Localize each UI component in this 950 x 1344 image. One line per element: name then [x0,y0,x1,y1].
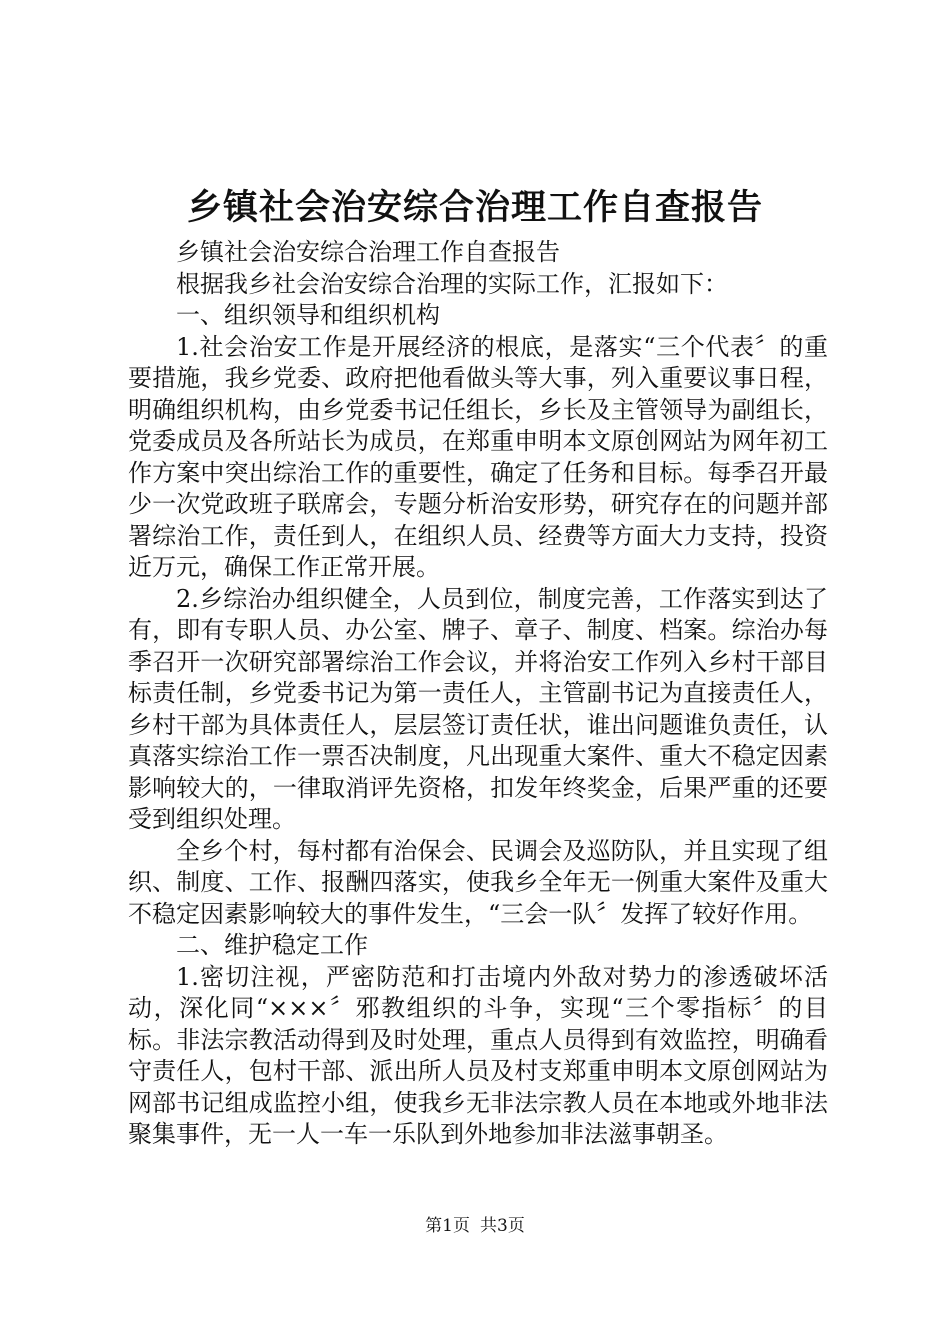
page-number-total: 共3页 [480,1216,525,1236]
page-number-current: 第1页 [425,1216,470,1236]
page-footer [0,1214,950,1238]
paragraph-1-1: 1.社会治安工作是开展经济的根底，是落实“三个代表〞的重要措施，我乡党委、政府把他看做头等大事，列入重要议事日程，明确组织机构，由乡党委书记任组长，乡长及主管领导为副组长，党委成员及各所站长为成员，在郑重申明本文原创网站为网年初工作方案中突出综治工作的重要性，确定了任务和目标。每季召开最少一次党政班子联席会，专题分析治安形势，研究存在的问题并部署综治工作，责任到人，在组织人员、经费等方面大力支持，投资近万元，确保工作正常开展。 [128,332,828,581]
section-heading-1: 一、组织领导和组织机构 [176,301,440,329]
paragraph-intro: 根据我乡社会治安综合治理的实际工作，汇报如下： [176,269,728,298]
paragraph-subtitle: 乡镇社会治安综合治理工作自查报告 [176,238,560,266]
paragraph-2-1: 1.密切注视，严密防范和打击境内外敌对势力的渗透破坏活动，深化同“×××〞邪教组织的斗争，实现“三个零指标〞的目标。非法宗教活动得到及时处理，重点人员得到有效监控，明确看守责任人，包村干部、派出所人员及村支郑重申明本文原创网站为网部书记组成监控小组，使我乡无非法宗教人员在本地或外地非法聚集事件，无一人一车一乐队到外地参加非法滋事朝圣。 [128,962,828,1148]
paragraph-1-2: 2.乡综治办组织健全，人员到位，制度完善，工作落实到达了有，即有专职人员、办公室、牌子、章子、制度、档案。综治办每季召开一次研究部署综治工作会议，并将治安工作列入乡村干部目标责任制，乡党委书记为第一责任人，主管副书记为直接责任人，乡村干部为具体责任人，层层签订责任状，谁出问题谁负责任，认真落实综治工作一票否决制度，凡出现重大案件、重大不稳定因素影响较大的，一律取消评先资格，扣发年终奖金，后果严重的还要受到组织处理。 [128,584,828,833]
section-heading-2: 二、维护稳定工作 [176,931,368,959]
document-title: 乡镇社会治安综合治理工作自查报告 [186,187,763,228]
document-body [128,237,828,1151]
paragraph-1-3: 全乡个村，每村都有治保会、民调会及巡防队，并且实现了组织、制度、工作、报酬四落实，使我乡全年无一例重大案件及重大不稳定因素影响较大的事件发生，“三会一队〞发挥了较好作用。 [128,836,828,928]
